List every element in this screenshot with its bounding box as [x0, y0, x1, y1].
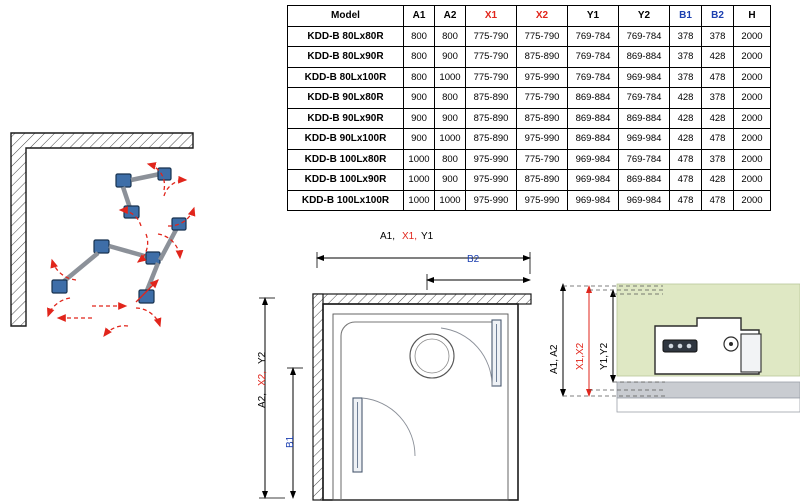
cell-a1: 1000: [404, 170, 435, 191]
cell-h: 2000: [734, 108, 771, 129]
cell-y2: 769-784: [619, 88, 670, 109]
table-row: [288, 108, 771, 129]
cell-b2: 378: [702, 26, 734, 47]
cell-a2: 900: [435, 170, 466, 191]
spec-table: [287, 5, 771, 211]
cell-y1: 769-784: [568, 26, 619, 47]
cell-y1: 869-884: [568, 129, 619, 150]
cell-x2: 775-790: [517, 88, 568, 109]
cell-model: KDD-B 80Lx100R: [288, 67, 404, 88]
cell-h: 2000: [734, 26, 771, 47]
cell-b1: 428: [670, 108, 702, 129]
table-row: [288, 26, 771, 47]
spec-table-container: [287, 5, 765, 211]
cell-y1: 969-984: [568, 149, 619, 170]
cell-model: KDD-B 100Lx90R: [288, 170, 404, 191]
cell-y1: 769-784: [568, 67, 619, 88]
plan-view-svg: [245, 228, 535, 500]
table-row: [288, 170, 771, 191]
cell-b2: 478: [702, 67, 734, 88]
section-detail-diagram: [545, 278, 800, 478]
col-header-x1: X1: [466, 6, 517, 27]
cell-x2: 875-890: [517, 108, 568, 129]
col-header-b1: B1: [670, 6, 702, 27]
cell-b1: 478: [670, 170, 702, 191]
dimension-top-a1: [317, 252, 530, 274]
label-a1a2: A1, A2: [549, 344, 560, 374]
cell-h: 2000: [734, 88, 771, 109]
cell-y1: 869-884: [568, 108, 619, 129]
cell-a1: 800: [404, 26, 435, 47]
table-row: [288, 149, 771, 170]
cell-y2: 969-984: [619, 129, 670, 150]
dimension-top-b2: [427, 274, 530, 290]
cell-model: KDD-B 90Lx90R: [288, 108, 404, 129]
cell-y2: 769-784: [619, 26, 670, 47]
cell-a2: 1000: [435, 129, 466, 150]
cell-h: 2000: [734, 129, 771, 150]
dimension-left-b1: [287, 368, 303, 498]
cell-y2: 969-984: [619, 190, 670, 211]
cell-y2: 769-784: [619, 149, 670, 170]
cell-b1: 378: [670, 26, 702, 47]
door-swing-arcs: [362, 328, 492, 456]
cell-a2: 800: [435, 26, 466, 47]
table-row: [288, 190, 771, 211]
door-leaf-left: [353, 398, 362, 472]
col-header-b2: B2: [702, 6, 734, 27]
cell-b2: 378: [702, 88, 734, 109]
cell-a1: 800: [404, 67, 435, 88]
cell-y1: 969-984: [568, 170, 619, 191]
table-row: [288, 67, 771, 88]
cell-y1: 769-784: [568, 47, 619, 68]
cell-a1: 900: [404, 129, 435, 150]
label-a2: A2,: [257, 392, 268, 408]
label-y1: Y1: [421, 231, 434, 242]
cell-a2: 900: [435, 47, 466, 68]
col-header-a2: A2: [435, 6, 466, 27]
cell-a2: 1000: [435, 190, 466, 211]
cell-model: KDD-B 100Lx80R: [288, 149, 404, 170]
cell-a1: 800: [404, 47, 435, 68]
cell-a1: 900: [404, 88, 435, 109]
cell-h: 2000: [734, 67, 771, 88]
hinge-middle-assembly: [52, 240, 160, 293]
detail-circle: [410, 334, 454, 378]
cell-y2: 969-984: [619, 67, 670, 88]
cell-y2: 869-884: [619, 170, 670, 191]
cell-model: KDD-B 80Lx90R: [288, 47, 404, 68]
cell-b1: 478: [670, 149, 702, 170]
cell-model: KDD-B 80Lx80R: [288, 26, 404, 47]
cell-model: KDD-B 90Lx100R: [288, 129, 404, 150]
cell-model: KDD-B 90Lx80R: [288, 88, 404, 109]
cell-x1: 775-790: [466, 47, 517, 68]
cell-a1: 1000: [404, 190, 435, 211]
cell-x2: 775-790: [517, 26, 568, 47]
cell-b2: 478: [702, 190, 734, 211]
cell-y2: 869-884: [619, 47, 670, 68]
col-header-y1: Y1: [568, 6, 619, 27]
base-band: [617, 398, 800, 412]
cell-a2: 800: [435, 149, 466, 170]
cell-b1: 378: [670, 47, 702, 68]
label-a1: A1,: [380, 231, 396, 242]
wall-corner: [11, 133, 193, 326]
cell-x1: 775-790: [466, 67, 517, 88]
label-y1y2: Y1,Y2: [599, 342, 610, 370]
cell-x1: 975-990: [466, 149, 517, 170]
col-header-y2: Y2: [619, 6, 670, 27]
col-header-h: H: [734, 6, 771, 27]
door-leaf-right: [492, 320, 501, 386]
cell-y1: 969-984: [568, 190, 619, 211]
cell-model: KDD-B 100Lx100R: [288, 190, 404, 211]
cell-x2: 975-990: [517, 129, 568, 150]
table-header-row: [288, 6, 771, 27]
cell-x1: 875-890: [466, 108, 517, 129]
table-row: [288, 129, 771, 150]
table-row: [288, 88, 771, 109]
cell-a2: 900: [435, 108, 466, 129]
cell-y2: 869-884: [619, 108, 670, 129]
cell-b1: 478: [670, 190, 702, 211]
cell-b2: 478: [702, 129, 734, 150]
cell-x2: 975-990: [517, 67, 568, 88]
cell-b1: 428: [670, 129, 702, 150]
cell-a2: 800: [435, 88, 466, 109]
label-b1: B1: [285, 435, 296, 448]
cell-b2: 378: [702, 149, 734, 170]
cell-x1: 775-790: [466, 26, 517, 47]
cell-h: 2000: [734, 47, 771, 68]
label-b2: B2: [467, 254, 480, 265]
label-y2: Y2: [257, 351, 268, 364]
cell-h: 2000: [734, 170, 771, 191]
hinge-adjustment-diagram: [8, 130, 258, 355]
hinge-diagram-svg: [8, 130, 258, 355]
cell-x2: 975-990: [517, 190, 568, 211]
cell-x2: 775-790: [517, 149, 568, 170]
cell-y1: 869-884: [568, 88, 619, 109]
col-header-a1: A1: [404, 6, 435, 27]
label-x2: X2,: [257, 370, 268, 386]
cell-x2: 875-890: [517, 47, 568, 68]
cell-h: 2000: [734, 190, 771, 211]
cell-h: 2000: [734, 149, 771, 170]
label-x1x2: X1,X2: [575, 342, 586, 370]
cell-b1: 428: [670, 88, 702, 109]
table-row: [288, 47, 771, 68]
cell-b2: 428: [702, 47, 734, 68]
cell-x1: 975-990: [466, 170, 517, 191]
plan-view-diagram: [245, 228, 535, 500]
floor-band: [617, 382, 800, 398]
cell-b2: 428: [702, 108, 734, 129]
label-x1: X1,: [402, 231, 418, 242]
cell-a1: 900: [404, 108, 435, 129]
cell-a2: 1000: [435, 67, 466, 88]
cell-a1: 1000: [404, 149, 435, 170]
cell-b1: 378: [670, 67, 702, 88]
cell-x2: 875-890: [517, 170, 568, 191]
cell-x1: 975-990: [466, 190, 517, 211]
cell-x1: 875-890: [466, 88, 517, 109]
col-header-x2: X2: [517, 6, 568, 27]
section-detail-svg: [545, 278, 800, 478]
detail-circle-inner: [415, 339, 449, 373]
col-header-model: Model: [288, 6, 404, 27]
cell-x1: 875-890: [466, 129, 517, 150]
enclosure-frame: [323, 304, 518, 500]
cell-b2: 428: [702, 170, 734, 191]
